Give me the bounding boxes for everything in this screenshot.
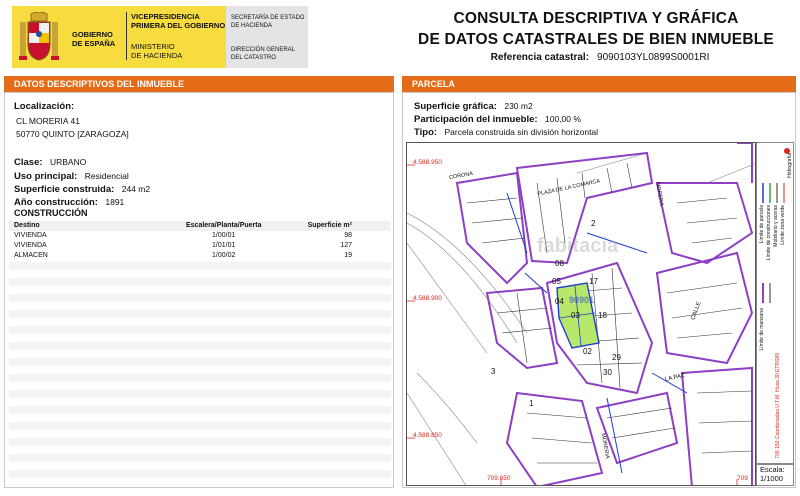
map-svg (407, 143, 756, 486)
table-empty-row (9, 358, 391, 366)
parcel-label-3: 3 (491, 367, 496, 376)
table-empty-row (9, 294, 391, 302)
gobierno-espana-label: GOBIERNO DE ESPAÑA (72, 30, 116, 48)
table-row-2-sup: 19 (344, 252, 352, 259)
scale-label: Escala: (760, 465, 785, 474)
col-escalera: Escalera/Planta/Puerta (186, 222, 262, 229)
legend-item-0: Límite de parcela (759, 205, 765, 244)
table-row-0-destino: VIVIENDA (14, 232, 47, 239)
parcel-label-02: 02 (583, 347, 592, 356)
legend-item-2: Mobiliario y aceras (773, 205, 779, 247)
coord-y2: 4.588.900 (413, 295, 442, 302)
col-superficie: Superficie m² (307, 222, 352, 229)
section-bar-datos: DATOS DESCRIPTIVOS DEL INMUEBLE (4, 76, 394, 92)
table-empty-row (9, 342, 391, 350)
street-moreria-2: MORERIA (599, 432, 611, 460)
superficie-value: 244 m2 (121, 184, 151, 194)
section-bar-parcela: PARCELA (402, 76, 796, 92)
map-scale (756, 464, 794, 486)
table-empty-row (9, 446, 391, 454)
construction-lines (467, 163, 752, 463)
participacion-value: 100,00 % (544, 114, 581, 124)
table-empty-row (9, 278, 391, 286)
table-row-1-sup: 127 (340, 242, 352, 249)
table-empty-row (9, 334, 391, 342)
table-empty-row (9, 366, 391, 374)
table-empty-row (9, 422, 391, 430)
table-empty-row (9, 414, 391, 422)
anio-label: Año construcción: (14, 197, 98, 208)
table-row-2-planta: 1/00/02 (212, 252, 236, 259)
table-empty-row (9, 350, 391, 358)
participacion-label: Participación del inmueble: (414, 114, 538, 125)
table-row-0-planta: 1/00/01 (212, 232, 236, 239)
address-line-1: CL MORERIA 41 (16, 116, 80, 126)
clase-value: URBANO (49, 157, 87, 167)
localizacion-label: Localización: (14, 101, 75, 112)
col-destino: Destino (14, 222, 40, 229)
parcela-superficie-value: 230 m2 (504, 101, 533, 111)
table-empty-row (9, 318, 391, 326)
coord-x2: 709 (737, 475, 748, 482)
map-legend (756, 142, 794, 464)
table-empty-row (9, 262, 391, 270)
table-empty-row (9, 406, 391, 414)
table-row-1-destino: VIVIENDA (14, 242, 47, 249)
parcel-label-2: 2 (591, 219, 596, 228)
table-empty-row (9, 462, 391, 470)
table-empty-row (9, 270, 391, 278)
scale-value: 1/1000 (760, 474, 783, 483)
legend-item-1: Límite de construcciones (766, 205, 772, 261)
ref-value: 9090103YL0899S0001RI (597, 52, 710, 63)
superficie-label: Superficie construida: (14, 184, 115, 195)
secretaria-label: SECRETARÍA DE ESTADO DE HACIENDA (231, 15, 305, 29)
uso-value: Residencial (84, 171, 129, 181)
table-row-0-sup: 98 (344, 232, 352, 239)
street-corona: CORONA (448, 170, 474, 182)
parcel-label-04: 04 (555, 297, 564, 306)
legend-projection: 709 150 Coordenadas U.T.M. Huso 30 ETRS89 (775, 353, 781, 459)
table-empty-row (9, 310, 391, 318)
coord-x1: 709.650 (487, 475, 511, 482)
table-empty-row (9, 382, 391, 390)
ministerio-label: MINISTERIO DE HACIENDA (131, 42, 183, 60)
watermark-text: fabitacia (537, 235, 619, 257)
legend-item-3: Límite zona verde (780, 205, 786, 245)
uso-label: Uso principal: (14, 171, 78, 182)
coat-of-arms-icon (16, 12, 62, 64)
parcel-label-30: 30 (603, 368, 612, 377)
ref-label: Referencia catastral: (490, 52, 590, 63)
coord-y1: 4.588.950 (413, 159, 442, 166)
table-empty-row (9, 326, 391, 334)
address-line-2: 50770 QUINTO [ZARAGOZA] (16, 129, 129, 139)
anio-value: 1891 (105, 197, 125, 207)
table-empty-row (9, 374, 391, 382)
tipo-row (414, 122, 598, 140)
table-empty-row (9, 286, 391, 294)
vicepresidencia-label: VICEPRESIDENCIA PRIMERA DEL GOBIERNO (131, 12, 226, 30)
legend-item-5: Límite de manzana (759, 308, 765, 351)
street-calle: CALLE (690, 301, 703, 321)
parcel-label-08: 08 (555, 259, 564, 268)
construccion-title: CONSTRUCCIÓN (14, 208, 88, 218)
page-title: CONSULTA DESCRIPTIVA Y GRÁFICA DE DATOS CATASTRALES DE BIEN INMUEBLE (418, 10, 774, 48)
parcel-ref-label: 90901 (569, 295, 595, 305)
table-empty-row (9, 390, 391, 398)
cadastral-reference (420, 52, 780, 63)
legend-item-4: Hidrografía (787, 153, 793, 178)
street-morera: MORERA (654, 181, 665, 207)
table-row-1-planta: 1/01/01 (212, 242, 236, 249)
table-empty-row (9, 430, 391, 438)
parcel-label-05: 05 (552, 277, 561, 286)
parcel-label-18: 18 (598, 311, 607, 320)
table-empty-row (9, 470, 391, 478)
table-empty-row (9, 438, 391, 446)
parcel-label-17: 17 (589, 277, 598, 286)
table-empty-row (9, 454, 391, 462)
table-empty-row (9, 478, 391, 486)
cadastral-map[interactable] (406, 142, 756, 486)
logo-divider (126, 12, 127, 60)
table-row-2-destino: ALMACEN (14, 252, 48, 259)
parcel-label-29: 29 (612, 353, 621, 362)
table-empty-row (9, 398, 391, 406)
coord-y3: 4.588.850 (413, 432, 442, 439)
clase-label: Clase: (14, 157, 43, 168)
street-lapaz: LA PAZ (664, 372, 686, 384)
street-plaza: PLAZA DE LA COMARCA (537, 178, 601, 198)
parcel-label-03: 03 (571, 311, 580, 320)
parcela-superficie-label: Superficie gráfica: (414, 101, 497, 112)
direccion-general-label: DIRECCIÓN GENERAL DEL CATASTRO (231, 47, 296, 61)
tipo-label: Tipo: (414, 127, 438, 138)
tipo-value: Parcela construida sin división horizontal (444, 127, 599, 137)
parcel-label-1: 1 (529, 399, 534, 408)
table-empty-row (9, 302, 391, 310)
